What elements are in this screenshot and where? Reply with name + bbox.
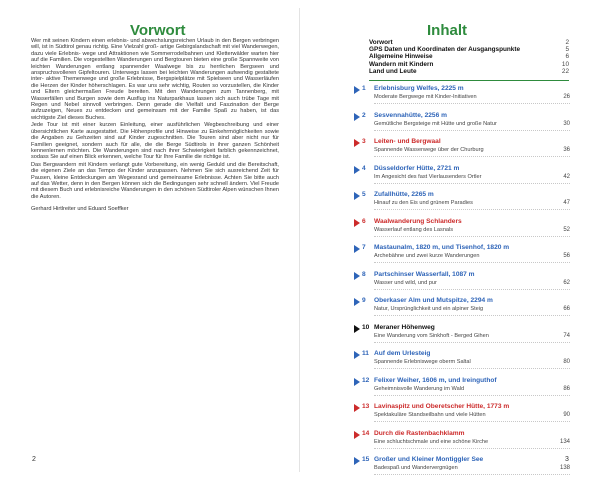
tour-page: 47 xyxy=(563,200,570,206)
tour-entry[interactable] xyxy=(354,111,570,138)
tour-page: 26 xyxy=(563,94,570,100)
tour-entry[interactable] xyxy=(354,429,570,456)
tour-subtitle: Badespaß und Wandervergnügen xyxy=(374,465,458,471)
front-matter-item[interactable] xyxy=(369,61,569,68)
tour-title: Sesvennahütte, 2256 m xyxy=(374,111,447,119)
foreword-paragraph: Jede Tour ist mit einer kurzen Einleitung, einer ausführlichen Wegbeschreibung und einer übersichtlichen Karte ausgestattet. Die Höhenprofile und Hinweise zu Einkehrmöglichkeiten sowie die Angaben zu Gehzeiten sind auf Kinder zugeschnitten. Die Touren sind aber nicht nur für Familien geeignet, sondern auch für alle, die die Berge Südtirols in ihrer ganzen Schönheit kennenlernen möchten. Die Wanderungen sind nach ihrer Schwierigkeit farblich gekennzeichnet, sodass Sie auf einen Blick erkennen, welche Tour für Ihre Familie die richtige ist. xyxy=(31,122,279,161)
front-matter-page: 2 xyxy=(565,39,569,46)
difficulty-marker-icon xyxy=(354,298,360,306)
difficulty-marker-icon xyxy=(354,113,360,121)
difficulty-marker-icon xyxy=(354,378,360,386)
foreword-paragraph: Wer mit seinen Kindern einen erlebnis- und abwechslungsreichen Urlaub in den Bergen verbringen will, ist in Südtirol genau richtig. Eine Vielzahl groß- artige Gebirgslandschaft mit viel Wanderwegen, dazu viele Erlebnis- wege und Attraktionen wie Sommerrodelbahnen und Kletterwälder warten hier auf die Familien. Die vorgestellten Wanderungen und Bergtouren bieten eine große Spannweite von leichten Wanderungen entlang spannender Waalwege bis zu herrlichen Bergseen und anspruchsvolleren Gipfeltouren. Unterwegs lassen bei leichten Wanderungen aufwendig gestaltete inter- aktive Themenwege und große Erlebnisse, Bergspielplätze mit Spielseen und Wasserläufen die Herzen der Kinder höherschlagen. Es war uns sehr wichtig, Routen so vorzustellen, die Kinder und Eltern gleichermaßen Freude bereiten. Mit den Wanderungen zum Tannenberg, mit Wasserfällen und Burgen sowie dem Ausflug ins Naturparkhaus lassen sich auch trübe Tage mit Regen und Nebel sinnvoll verbringen. Denn gerade die Vielfalt und Faszination der Berge aufzuzeigen, Neues zu entdecken und gemeinsam mit der Familie Spaß zu haben, ist das wichtigste Ziel dieses Buches. xyxy=(31,38,279,121)
tour-title: Partschinser Wasserfall, 1087 m xyxy=(374,270,475,278)
front-matter-page: 22 xyxy=(561,67,569,75)
tour-subtitle: Eine schluchtschmale und eine schöne Kirche xyxy=(374,438,489,445)
tour-title: Großer und Kleiner Montiggler See xyxy=(374,456,484,463)
right-page xyxy=(300,0,600,480)
tour-entry[interactable] xyxy=(354,455,570,482)
tour-title: Mastaunalm, 1820 m, und Tisenhof, 1820 m xyxy=(374,244,510,251)
front-matter-label: Wandern mit Kindern xyxy=(369,60,434,68)
difficulty-marker-icon xyxy=(354,219,360,227)
tour-entry[interactable] xyxy=(354,217,570,244)
tour-subtitle: Archebähne und zwei kurze Wanderungen xyxy=(374,253,480,259)
difficulty-marker-icon xyxy=(354,351,360,359)
tour-number: 1 xyxy=(362,85,366,92)
tour-subtitle: Moderate Bergwege mit Kinder-Initiativen xyxy=(374,94,477,100)
difficulty-marker-icon xyxy=(354,431,360,439)
tour-number: 9 xyxy=(362,297,366,304)
tour-page: 36 xyxy=(563,147,570,153)
front-matter-label: Vorwort xyxy=(369,39,393,46)
tour-entry[interactable] xyxy=(354,137,570,164)
tour-title: Auf dem Urlesteig xyxy=(374,350,431,357)
tour-title: Erlebnisburg Welfes, 2225 m xyxy=(374,85,464,92)
tour-page: 30 xyxy=(563,120,570,127)
tour-subtitle: Natur, Ursprünglichkeit und ein alpiner Steig xyxy=(374,306,484,312)
tour-number: 5 xyxy=(362,191,366,198)
foreword-paragraph: Das Bergwandern mit Kindern verlangt gute Vorbereitung, ein wenig Geduld und die Bereitschaft, die eigenen Ziele an das Tempo der Kinder anzupassen. Nehmen Sie sich ausreichend Zeit für Pausen, kleine Entdeckungen am Wegesrand und gemeinsame Erlebnisse. Achten Sie bitte auch auf das Wetter, denn in den Bergen können sich die Bedingungen sehr schnell ändern. Viel Freude mit diesem Buch und erlebnisreiche Wanderungen in den schönen Südtiroler Alpen wünschen Ihnen die Autoren. xyxy=(31,161,279,200)
page-number-right: 3 xyxy=(565,456,569,463)
left-page xyxy=(0,0,300,480)
tour-number: 8 xyxy=(362,270,366,278)
front-matter-item[interactable] xyxy=(369,39,569,46)
tour-separator xyxy=(374,474,570,475)
tour-subtitle: Hinauf zu den Eis und grünem Paradies xyxy=(374,200,473,206)
difficulty-marker-icon xyxy=(354,86,360,94)
tour-number: 15 xyxy=(362,456,370,463)
front-matter-item[interactable] xyxy=(369,46,569,53)
tour-subtitle: Geheimnisvolle Wanderung im Wald xyxy=(374,385,465,392)
tour-title: Felixer Weiher, 1606 m, und Ireinguthof xyxy=(374,376,497,384)
tour-subtitle: Spannende Erlebniswege oberm Saltal xyxy=(374,359,471,365)
tour-entry[interactable] xyxy=(354,402,570,429)
tour-subtitle: Eine Wanderung vom Sinkhoft - Berged Gihen xyxy=(374,332,489,339)
tour-number: 13 xyxy=(362,403,370,410)
tour-separator xyxy=(374,315,570,316)
front-matter-page: 10 xyxy=(561,60,569,68)
tour-separator xyxy=(374,421,570,422)
tour-separator xyxy=(374,183,570,184)
tour-page: 74 xyxy=(563,332,570,339)
front-matter-item[interactable] xyxy=(369,68,569,75)
tour-number: 4 xyxy=(362,164,366,172)
tour-title: Meraner Höhenweg xyxy=(374,323,435,331)
tour-page: 52 xyxy=(563,226,570,233)
tour-subtitle: Spannende Wasserwege über der Churburg xyxy=(374,147,484,153)
foreword-body xyxy=(31,38,279,456)
page-number-left: 2 xyxy=(32,456,36,463)
difficulty-marker-icon xyxy=(354,325,360,333)
tour-separator xyxy=(374,395,570,396)
tour-page: 138 xyxy=(559,465,570,471)
tour-title: Waalwanderung Schlanders xyxy=(374,217,462,225)
tour-separator xyxy=(374,103,570,104)
tour-separator xyxy=(374,289,570,290)
tour-page: 80 xyxy=(563,359,570,365)
difficulty-marker-icon xyxy=(354,457,360,465)
tour-separator xyxy=(374,368,570,369)
tour-page: 86 xyxy=(563,385,570,392)
tour-subtitle: Gemütliche Bergsteige mit Hütte und große Natur xyxy=(374,120,497,127)
front-matter-item[interactable] xyxy=(369,53,569,60)
tour-entry[interactable] xyxy=(354,190,570,217)
tour-separator xyxy=(374,342,570,343)
tour-number: 2 xyxy=(362,111,366,119)
tour-entry[interactable] xyxy=(354,296,570,323)
tour-separator xyxy=(374,156,570,157)
difficulty-marker-icon xyxy=(354,404,360,412)
tour-number: 7 xyxy=(362,244,366,251)
tour-page: 42 xyxy=(563,173,570,180)
tour-entry[interactable] xyxy=(354,323,570,350)
tour-page: 66 xyxy=(563,306,570,312)
difficulty-marker-icon xyxy=(354,192,360,200)
tour-title: Oberkaser Alm und Mutspitze, 2294 m xyxy=(374,297,493,304)
tour-list xyxy=(354,84,570,482)
tour-page: 62 xyxy=(563,279,570,286)
tour-entry[interactable] xyxy=(354,243,570,270)
front-matter-list xyxy=(369,39,569,75)
tour-page: 90 xyxy=(563,412,570,418)
tour-entry[interactable] xyxy=(354,376,570,403)
tour-title: Düsseldorfer Hütte, 2721 m xyxy=(374,164,460,172)
tour-page: 56 xyxy=(563,253,570,259)
tour-number: 6 xyxy=(362,217,366,225)
tour-number: 14 xyxy=(362,429,370,437)
front-matter-page: 6 xyxy=(565,53,569,61)
tour-title: Durch die Rastenbachklamm xyxy=(374,429,465,437)
tour-separator xyxy=(374,448,570,449)
difficulty-marker-icon xyxy=(354,245,360,253)
tour-separator xyxy=(374,236,570,237)
front-matter-label: GPS Daten und Koordinaten der Ausgangspunkte xyxy=(369,46,521,54)
tour-entry[interactable] xyxy=(354,164,570,191)
tour-title: Zufallhütte, 2265 m xyxy=(374,191,434,198)
tour-entry[interactable] xyxy=(354,270,570,297)
contents-divider xyxy=(369,80,569,81)
tour-number: 10 xyxy=(362,323,370,331)
tour-entry[interactable] xyxy=(354,84,570,111)
foreword-title: Vorwort xyxy=(130,22,186,39)
tour-subtitle: Wasser und wild, und pur xyxy=(374,279,437,286)
tour-separator xyxy=(374,130,570,131)
tour-entry[interactable] xyxy=(354,349,570,376)
foreword-signature: Gerhard Hirtlreiter und Eduard Soeffker xyxy=(31,206,129,213)
front-matter-page: 5 xyxy=(565,46,569,54)
tour-separator xyxy=(374,262,570,263)
difficulty-marker-icon xyxy=(354,166,360,174)
tour-title: Lavinaspitz und Oberetscher Hütte, 1773 m xyxy=(374,403,510,410)
tour-page: 134 xyxy=(559,438,570,445)
difficulty-marker-icon xyxy=(354,139,360,147)
tour-number: 3 xyxy=(362,138,366,145)
contents-title: Inhalt xyxy=(427,22,467,39)
tour-subtitle: Im Angesicht des fast Vierlausenders Ortler xyxy=(374,173,482,180)
tour-subtitle: Spektakuläre Standseilbahn und viele Hütten xyxy=(374,412,486,418)
tour-separator xyxy=(374,209,570,210)
difficulty-marker-icon xyxy=(354,272,360,280)
tour-number: 11 xyxy=(362,350,369,357)
tour-subtitle: Wasserlauf entlang des Lasnals xyxy=(374,226,454,233)
front-matter-label: Allgemeine Hinweise xyxy=(369,53,433,61)
front-matter-label: Land und Leute xyxy=(369,67,417,75)
tour-number: 12 xyxy=(362,376,370,384)
tour-title: Leiten- und Bergwaal xyxy=(374,138,441,145)
